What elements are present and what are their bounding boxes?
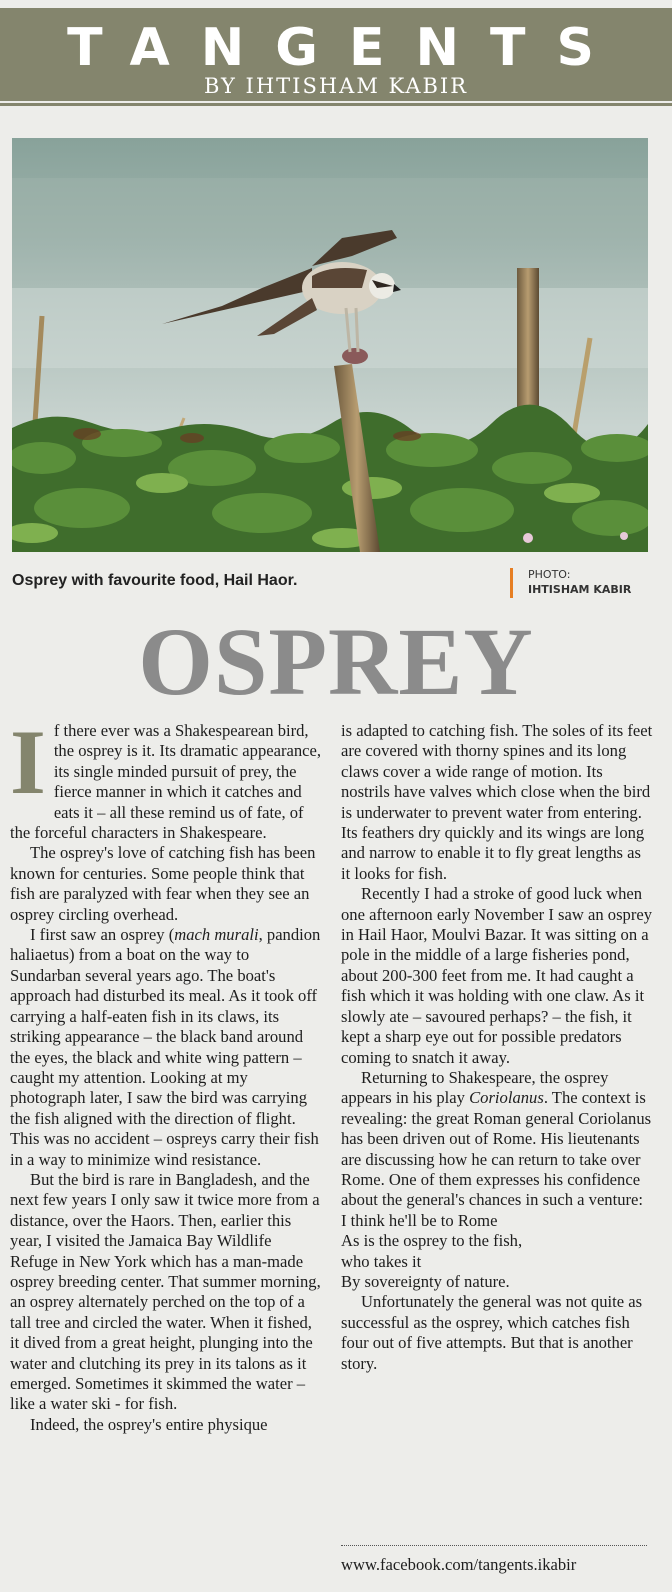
drop-cap: I bbox=[10, 711, 46, 813]
credit-label: PHOTO: bbox=[528, 568, 571, 581]
article-column-left bbox=[10, 711, 322, 1435]
quote-line: By sovereignty of nature. bbox=[341, 1271, 510, 1291]
photo-credit bbox=[528, 567, 631, 597]
footer-url: www.facebook.com/tangents.ikabir bbox=[341, 1555, 577, 1574]
article-paragraph: Unfortunately the general was not quite as successful as the osprey, which catches fish four out of five attempts. But that is another story. bbox=[341, 1292, 643, 1373]
masthead bbox=[0, 8, 672, 101]
article-paragraph: Indeed, the osprey's entire physique bbox=[30, 1414, 268, 1434]
credit-divider bbox=[510, 568, 513, 598]
osprey-photo bbox=[12, 138, 648, 552]
article-paragraph: But the bird is rare in Bangladesh, and the next few years I only saw it twice more from a distance, over the Haors. Then, earlier this year, I visited the Jamaica Bay Wildlife Refuge in New York which has a man-made osprey breeding center. That summer morning, an osprey alternately perched on the top of a tall tree and circled the water. When it fished, it dived from a great height, plunging into the water and clutching its prey in its talons as it emerged. Sometimes it skimmed the water – like a water ski - for fish. bbox=[10, 1169, 321, 1414]
quote-line: who takes it bbox=[341, 1251, 422, 1271]
footer-divider bbox=[341, 1545, 647, 1546]
credit-name: IHTISHAM KABIR bbox=[528, 583, 632, 596]
quote-line: I think he'll be to Rome bbox=[341, 1210, 498, 1230]
article-paragraph: Returning to Shakespeare, the osprey appears in his play Coriolanus. The context is revealing: the great Roman general Coriolanus has been driven out of Rome. His lieutenants are discussing how he can return to take over Rome. One of them expresses his confidence about the general's chances in such a venture: bbox=[341, 1067, 652, 1210]
article-headline: OSPREY bbox=[138, 608, 534, 715]
article-paragraph: is adapted to catching fish. The soles of its feet are covered with thorny spines and its long claws cover a wide range of motion. Its nostrils have valves which close when the bird is underwater to prevent water from entering. Its feathers dry quickly and its wings are long and narrow to enable it to fly great lengths as it looks for fish. bbox=[341, 721, 653, 883]
photo-caption: Osprey with favourite food, Hail Haor. bbox=[12, 572, 298, 589]
quote-line: As is the osprey to the fish, bbox=[341, 1231, 523, 1251]
byline: BY IHTISHAM KABIR bbox=[203, 74, 469, 98]
article-paragraph: Recently I had a stroke of good luck when one afternoon early November I saw an osprey in Hail Haor, Moulvi Bazar. It was sitting on a pole in the middle of a large fisheries pond, about 200-300 feet from me. It had caught a fish which it was holding with one claw. As it slowly ate – savoured perhaps? – the fish, it kept a sharp eye out for possible predators coming to snatch it away. bbox=[341, 884, 653, 1067]
article-column-right bbox=[341, 721, 653, 1374]
article-paragraph: If there ever was a Shakespearean bird, the osprey is it. Its dramatic appearance, its single minded pursuit of prey, the fierce manner in which it catches and eats it – all these remind us of fate, of the forceful characters in Shakespeare. bbox=[10, 711, 322, 843]
series-title: TANGENTS bbox=[67, 18, 625, 78]
article-paragraph: I first saw an osprey (mach murali, pandion haliaetus) from a boat on the way to Sundarban several years ago. The boat's approach had disturbed its meal. As it took off carrying a half-eaten fish in its claws, its striking appearance – the black band around the eyes, the black and white wing pattern – caught my attention. Looking at my photograph later, I saw the bird was carrying the fish aligned with the direction of flight. This was no accident – ospreys carry their fish in a way to minimize wind resistance. bbox=[10, 925, 321, 1169]
masthead-rule bbox=[0, 103, 672, 106]
article-paragraph: The osprey's love of catching fish has been known for centuries. Some people think that fish are paralyzed with fear when they see an osprey circling overhead. bbox=[10, 843, 316, 924]
